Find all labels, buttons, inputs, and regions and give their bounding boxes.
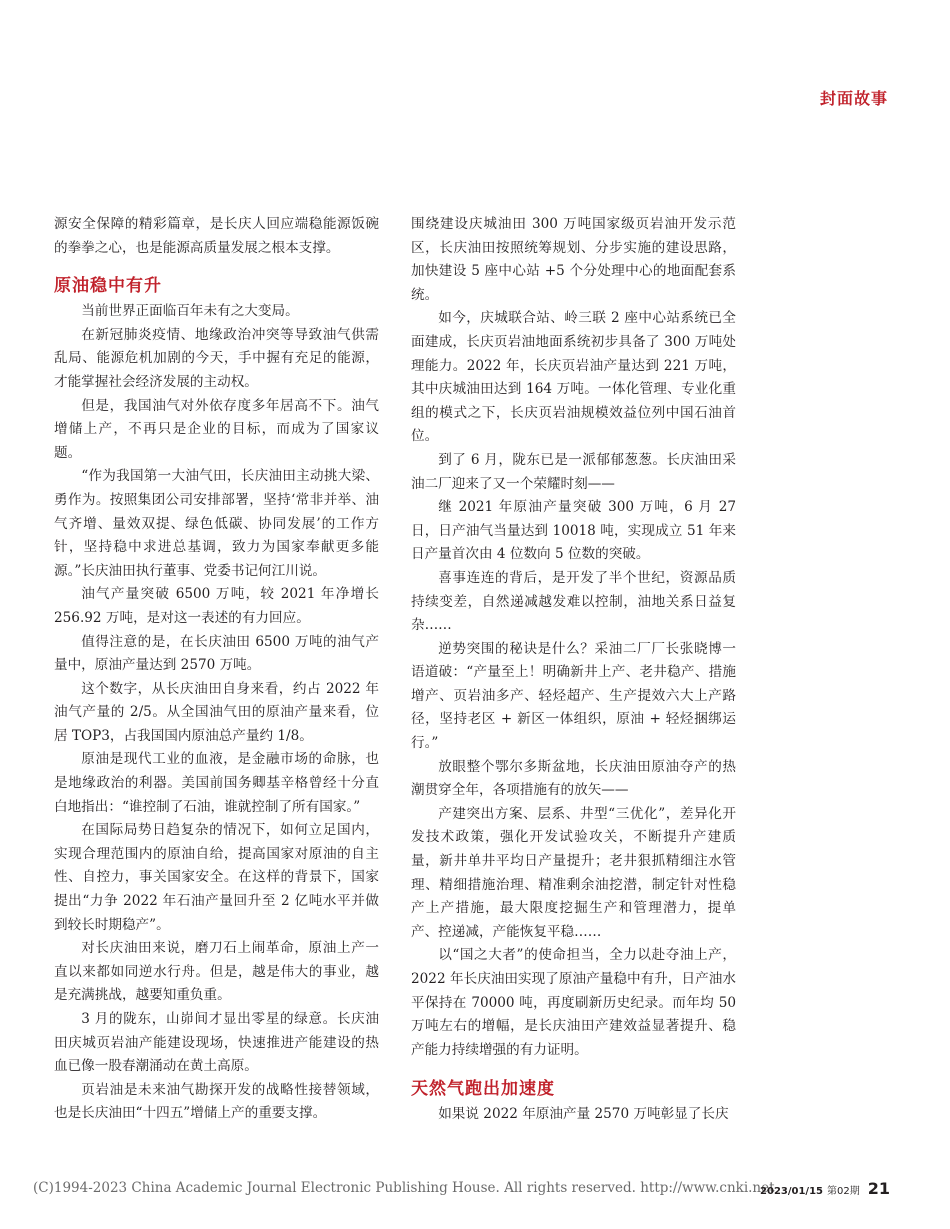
paragraph: 如今，庆城联合站、岭三联 2 座中心站系统已全面建成，长庆页岩油地面系统初步具备了 300 万吨处理能力。2022 年，长庆页岩油产量达到 221 万吨，其中庆城油田达到 164 万吨。一体化管理、专业化重组的模式之下，长庆页岩油规模效益位列中国石油首位。 — [411, 310, 736, 445]
paragraph: 在新冠肺炎疫情、地缘政治冲突等导致油气供需乱局、能源危机加剧的今天，手中握有充足的能源，才能掌握社会经济发展的主动权。 — [54, 326, 379, 390]
paragraph: 油气产量突破 6500 万吨，较 2021 年净增长 256.92 万吨，是对这一表述的有力回应。 — [54, 586, 379, 626]
paragraph: 围绕建设庆城油田 300 万吨国家级页岩油开发示范区，长庆油田按照统筹规划、分步实施的建设思路，加快建设 5 座中心站 +5 个分处理中心的地面配套系统。 — [411, 216, 736, 303]
section-heading: 天然气跑出加速度 — [411, 1079, 555, 1100]
paragraph: 对长庆油田来说，磨刀石上闹革命，原油上产一直以来都如同逆水行舟。但是，越是伟大的事业，越是充满挑战，越要知重负重。 — [54, 940, 379, 1004]
page-footer — [0, 1180, 950, 1200]
paragraph: 在国际局势日趋复杂的情况下，如何立足国内，实现合理范围内的原油自给，提高国家对原油的自主性、自控力，事关国家安全。在这样的背景下，国家提出“力争 2022 年石油产量回升至 2 亿吨水平并做到较长时期稳产”。 — [54, 822, 379, 933]
paragraph: 到了 6 月，陇东已是一派郁郁葱葱。长庆油田采油二厂迎来了又一个荣耀时刻—— — [411, 451, 736, 492]
paragraph: 如果说 2022 年原油产量 2570 万吨彰显了长庆 — [438, 1106, 729, 1123]
paragraph: 继 2021 年原油产量突破 300 万吨，6 月 27 日，日产油气当量达到 10018 吨，实现成立 51 年来日产量首次由 4 位数向 5 位数的突破。 — [411, 499, 736, 563]
paragraph: 放眼整个鄂尔多斯盆地，长庆油田原油夺产的热潮贯穿全年，各项措施有的放矢—— — [411, 758, 736, 799]
copyright-notice: (C)1994-2023 China Academic Journal Electronic Publishing House. All rights reserved. http://www.cnki.net — [33, 1180, 775, 1196]
paragraph: 以“国之大者”的使命担当，全力以赴夺油上产，2022 年长庆油田实现了原油产量稳中有升，日产油水平保持在 70000 吨，再度刷新历史纪录。而年均 50 万吨左右的增幅，是长庆油田产建效益显著提升、稳产能力持续增强的有力证明。 — [411, 947, 736, 1058]
page-number: 21 — [867, 1179, 890, 1198]
paragraph: 原油是现代工业的血液，是金融市场的命脉，也是地缘政治的利器。美国前国务卿基辛格曾经十分直白地指出：“谁控制了石油，谁就控制了所有国家。” — [54, 751, 379, 815]
paragraph: 逆势突围的秘诀是什么？采油二厂厂长张晓博一语道破：“产量至上！明确新井上产、老井稳产、措施增产、页岩油多产、轻烃超产、生产提效六大上产路径，坚持老区 + 新区一体组织，原油 + 轻烃捆绑运行。” — [411, 640, 736, 752]
paragraph: 这个数字，从长庆油田自身来看，约占 2022 年油气产量的 2/5。从全国油气田的原油产量来看，位居 TOP3，占我国国内原油总产量约 1/8。 — [54, 680, 379, 744]
paragraph: 值得注意的是，在长庆油田 6500 万吨的油气产量中，原油产量达到 2570 万吨。 — [54, 633, 379, 674]
paragraph: “作为我国第一大油气田，长庆油田主动挑大梁、勇作为。按照集团公司安排部署，坚持‘常非并举、油气齐增、量效双提、绿色低碳、协同发展’的工作方针，坚持稳中求进总基调，致力为国家奉献更多能源。”长庆油田执行董事、党委书记何江川说。 — [54, 468, 379, 579]
left-column — [54, 213, 379, 1126]
paragraph: 但是，我国油气对外依存度多年居高不下。油气增储上产，不再只是企业的目标，而成为了国家议题。 — [54, 397, 379, 461]
issue-number: 第02期 — [827, 1186, 860, 1197]
paragraph: 当前世界正面临百年未有之大变局。 — [81, 303, 299, 320]
right-column — [411, 213, 736, 1127]
paragraph: 产建突出方案、层系、井型“三优化”，差异化开发技术政策，强化开发试验攻关，不断提升产建质量，新井单井平均日产量提升；老井狠抓精细注水管理、精细措施治理、精准剩余油挖潜，制定针对性稳产上产措施，最大限度挖掘生产和管理潜力，提单产、控递减，产能恢复平稳…… — [411, 805, 736, 940]
section-tag: 封面故事 — [819, 89, 888, 108]
issue-date: 2023/01/15 — [760, 1186, 823, 1197]
paragraph: 源安全保障的精彩篇章，是长庆人回应端稳能源饭碗的拳拳之心，也是能源高质量发展之根本支撑。 — [54, 216, 379, 256]
section-heading: 原油稳中有升 — [54, 276, 162, 297]
paragraph: 喜事连连的背后，是开发了半个世纪，资源品质持续变差，自然递减越发难以控制，油地关系日益复杂…… — [411, 569, 736, 634]
paragraph: 页岩油是未来油气勘探开发的战略性接替领域，也是长庆油田“十四五”增储上产的重要支撑。 — [54, 1081, 379, 1122]
paragraph: 3 月的陇东，山峁间才显出零星的绿意。长庆油田庆城页岩油产能建设现场，快速推进产能建设的热血已像一股春潮涌动在黄土高原。 — [54, 1011, 379, 1075]
page-info — [760, 1179, 890, 1198]
